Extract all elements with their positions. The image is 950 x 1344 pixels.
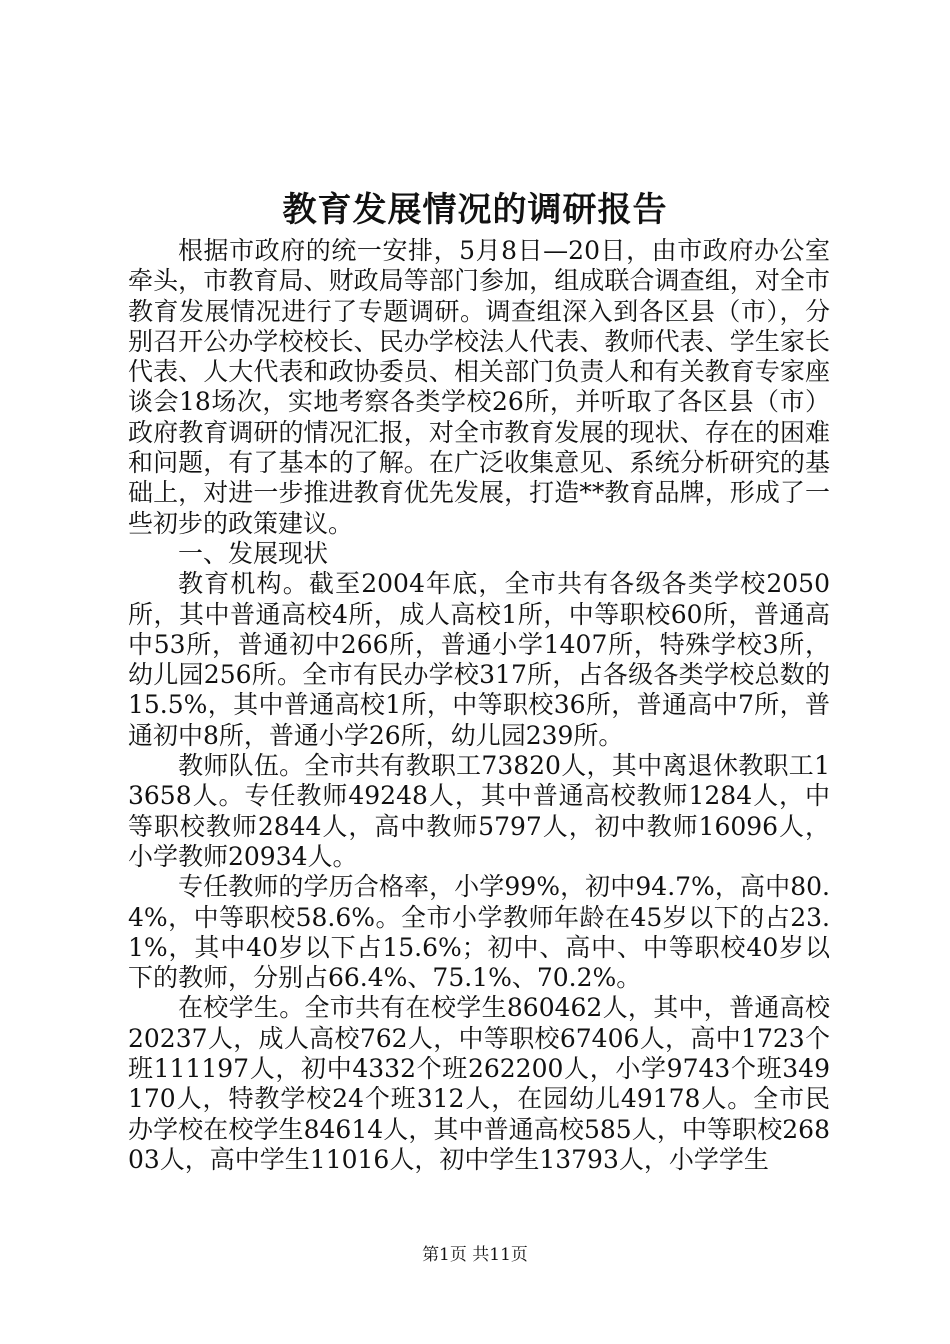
section-heading-status: 一、发展现状 xyxy=(178,538,329,568)
document-title: 教育发展情况的调研报告 xyxy=(282,190,668,230)
paragraph-institutions: 教育机构。截至2004年底，全市共有各级各类学校2050所，其中普通高校4所，成人高校1所，中等职校60所，普通高中53所，普通初中266所，普通小学1407所，特殊学校3所，幼儿园256所。全市有民办学校317所，占各级各类学校总数的15.5%，其中普通高校1所，中等职校36所，普通高中7所，普通初中8所，普通小学26所，幼儿园239所。 xyxy=(128,569,830,750)
page-footer: 第1页 共11页 xyxy=(422,1245,528,1265)
paragraph-students: 在校学生。全市共有在校学生860462人，其中，普通高校20237人，成人高校762人，中等职校67406人，高中1723个班111197人，初中4332个班262200人，小学9743个班349170人，特教学校24个班312人，在园幼儿49178人。全市民办学校在校学生84614人，其中普通高校585人，中等职校26803人，高中学生11016人，初中学生13793人，小学学生 xyxy=(128,993,830,1174)
document-body xyxy=(128,236,830,1175)
paragraph-teachers: 教师队伍。全市共有教职工73820人，其中离退休教职工13658人。专任教师49248人，其中普通高校教师1284人，中等职校教师2844人，高中教师5797人，初中教师16096人，小学教师20934人。 xyxy=(128,751,830,871)
paragraph-qualification: 专任教师的学历合格率，小学99%，初中94.7%，高中80.4%，中等职校58.6%。全市小学教师年龄在45岁以下的占23.1%，其中40岁以下占15.6%；初中、高中、中等职校40岁以下的教师，分别占66.4%、75.1%、70.2%。 xyxy=(128,872,830,993)
paragraph-intro: 根据市政府的统一安排，5月8日—20日，由市政府办公室牵头，市教育局、财政局等部门参加，组成联合调查组，对全市教育发展情况进行了专题调研。调查组深入到各区县（市），分别召开公办学校校长、民办学校法人代表、教师代表、学生家长代表、人大代表和政协委员、相关部门负责人和有关教育专家座谈会18场次，实地考察各类学校26所，并听取了各区县（市）政府教育调研的情况汇报，对全市教育发展的现状、存在的困难和问题，有了基本的了解。在广泛收集意见、系统分析研究的基础上，对进一步推进教育优先发展，打造**教育品牌，形成了一些初步的政策建议。 xyxy=(128,236,830,538)
